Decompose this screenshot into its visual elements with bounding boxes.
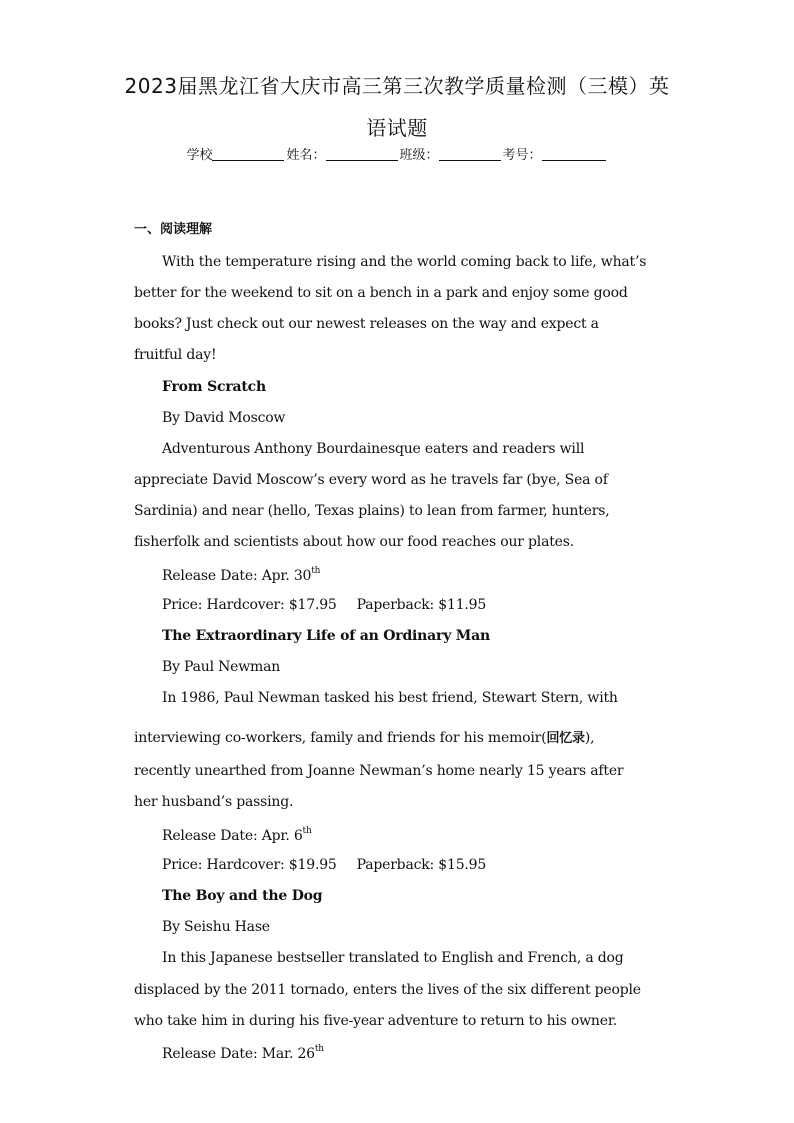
student-info-line [0, 144, 794, 163]
intro-line: With the temperature rising and the world coming back to life, what’s [162, 254, 647, 270]
name-blank[interactable] [326, 146, 398, 161]
book1-title: From Scratch [162, 379, 266, 395]
book2-desc-cjk: 回忆录 [546, 731, 585, 746]
book2-release-sup: th [302, 826, 312, 836]
book1-desc-line: Adventurous Anthony Bourdainesque eaters and readers will [162, 441, 585, 457]
book1-price-hardcover: Price: Hardcover: $17.95 [162, 597, 337, 613]
exam-title-line1: 2023届黑龙江省大庆市高三第三次教学质量检测（三模）英 [124, 74, 670, 98]
book1-price-paperback: Paperback: $11.95 [356, 597, 487, 613]
book2-desc-line: her husband’s passing. [134, 794, 294, 810]
school-label: 学校 [186, 148, 213, 163]
section-heading: 一、阅读理解 [134, 222, 213, 237]
book3-desc-line: who take him in during his five-year adventure to return to his owner. [134, 1013, 618, 1029]
book3-release-sup: th [314, 1044, 324, 1054]
book1-release-text: Release Date: Apr. 30 [162, 568, 312, 584]
book3-desc-line: In this Japanese bestseller translated to English and French, a dog [162, 950, 624, 966]
book2-title: The Extraordinary Life of an Ordinary Man [162, 628, 490, 644]
book2-desc-post: ), [584, 730, 595, 746]
book3-desc-line: displaced by the 2011 tornado, enters the lives of the six different people [134, 982, 641, 998]
book2-desc-pre: interviewing co-workers, family and friends for his memoir( [134, 730, 547, 746]
book1-release [162, 566, 320, 584]
school-blank[interactable] [212, 146, 284, 161]
book2-author: By Paul Newman [162, 659, 281, 675]
book1-desc-line: appreciate David Moscow’s every word as he travels far (bye, Sea of [134, 472, 608, 488]
intro-line: fruitful day! [134, 347, 217, 363]
book1-desc-line: fisherfolk and scientists about how our food reaches our plates. [134, 534, 574, 550]
intro-line: better for the weekend to sit on a bench in a park and enjoy some good [134, 285, 628, 301]
book2-desc-line [134, 727, 594, 746]
book3-release [162, 1044, 324, 1062]
book2-desc-line: recently unearthed from Joanne Newman’s home nearly 15 years after [134, 763, 624, 779]
book2-release-text: Release Date: Apr. 6 [162, 828, 303, 844]
intro-line: books? Just check out our newest releases on the way and expect a [134, 316, 599, 332]
book2-price [162, 857, 486, 873]
book3-author: By Seishu Hase [162, 919, 270, 935]
class-label: 班级： [399, 148, 439, 163]
book2-desc-line: In 1986, Paul Newman tasked his best friend, Stewart Stern, with [162, 690, 618, 706]
name-label: 姓名： [286, 148, 326, 163]
book1-price [162, 597, 486, 613]
book1-author: By David Moscow [162, 410, 286, 426]
number-blank[interactable] [542, 146, 606, 161]
book3-release-text: Release Date: Mar. 26 [162, 1046, 315, 1062]
book2-release [162, 826, 312, 844]
book2-price-paperback: Paperback: $15.95 [356, 857, 487, 873]
book1-desc-line: Sardinia) and near (hello, Texas plains) to lean from farmer, hunters, [134, 503, 610, 519]
book3-title: The Boy and the Dog [162, 888, 323, 904]
exam-title-line2: 语试题 [366, 116, 428, 140]
book2-price-hardcover: Price: Hardcover: $19.95 [162, 857, 337, 873]
number-label: 考号： [502, 148, 542, 163]
book1-release-sup: th [311, 566, 321, 576]
class-blank[interactable] [439, 146, 501, 161]
